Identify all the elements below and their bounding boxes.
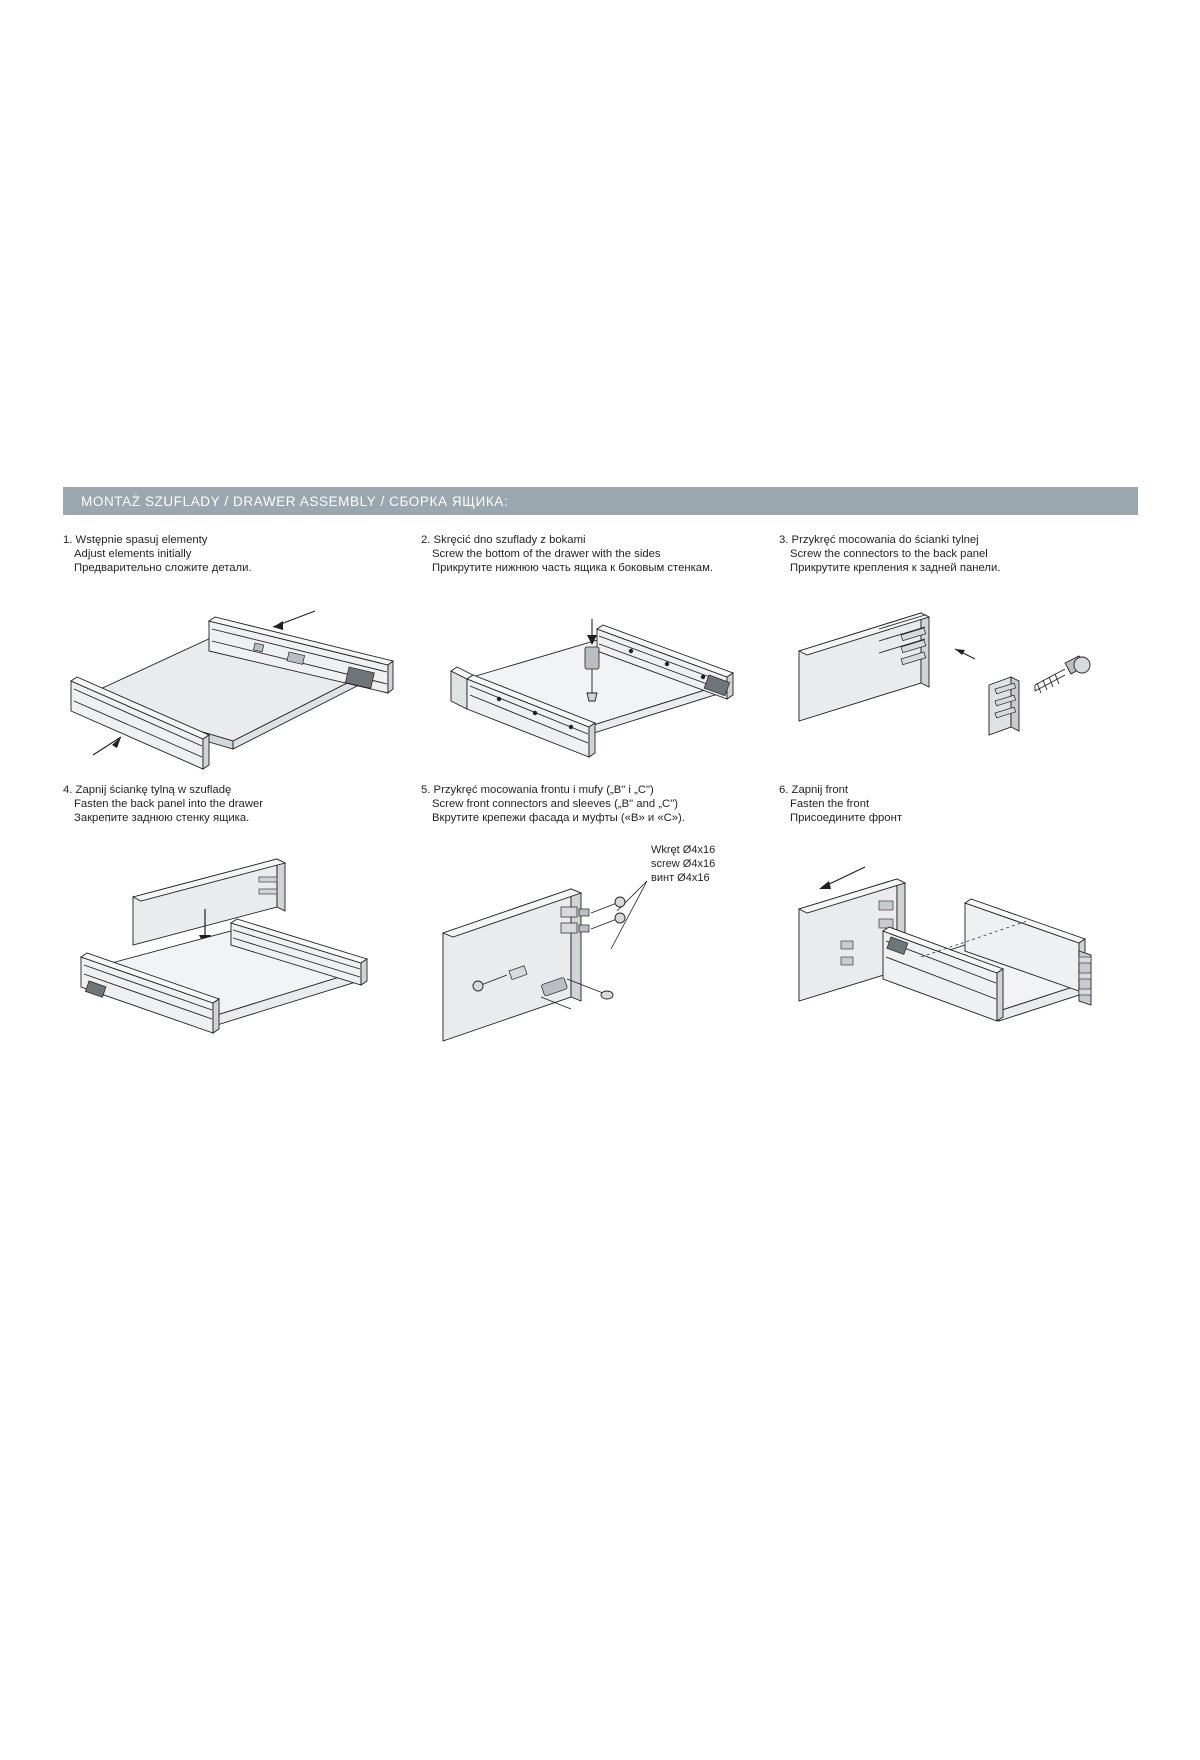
step-6-text-pl: 6. Zapnij front [779,784,849,796]
front-panel [443,889,581,1041]
screw-icon [1035,656,1090,693]
fixing-bracket [989,677,1019,735]
step-3-text-en: Screw the connectors to the back panel [790,548,988,561]
step-1-caption [63,533,421,576]
step-3-text-ru: Прикрутите крепления к задней панели. [790,562,1001,575]
steps-row-1 [63,533,1138,783]
step-1 [63,533,421,783]
step-2-text-en: Screw the bottom of the drawer with the sides [432,548,661,561]
step-5-caption [421,783,779,826]
drawer-assembly [883,899,1091,1021]
section-header-bar [63,487,1138,515]
assembly-arrow-icon [955,649,975,659]
assembly-steps [63,533,1138,1053]
step-2-text-pl: 2. Skręcić dno szuflady z bokami [421,534,586,546]
step-3 [779,533,1137,783]
step-1-text-en: Adjust elements initially [74,548,192,561]
step-4 [63,783,421,1053]
step-4-text-pl: 4. Zapnij ściankę tylną w szufladę [63,784,232,796]
page-title: MONTAŻ SZUFLADY / DRAWER ASSEMBLY / СБОРКА ЯЩИКА: [81,493,509,509]
step-6-caption [779,783,1137,826]
step-1-text-pl: 1. Wstępnie spasuj elementy [63,534,208,546]
step-5-figure [421,845,779,1035]
step-2-caption [421,533,779,576]
step-6-figure [779,845,1137,1035]
step-5-text-en: Screw front connectors and sleeves („B" and „C") [432,798,678,811]
step-5-text-ru: Вкрутите крепежи фасада и муфты («B» и «C»). [432,812,685,825]
step-5-text-pl: 5. Przykręć mocowania frontu i mufy („B" i „C") [421,784,654,796]
step-4-caption [63,783,421,826]
screw-annotation-pl: Wkręt Ø4x16 [651,844,716,856]
step-4-text-en: Fasten the back panel into the drawer [74,798,264,811]
step-6 [779,783,1137,1053]
step-1-text-ru: Предварительно сложите детали. [74,562,252,575]
back-panel [799,613,929,721]
screw-annotation-en: screw Ø4x16 [651,858,716,870]
step-3-figure [779,589,1137,779]
drawer-body [81,919,367,1033]
step-6-text-ru: Присоедините фронт [790,812,902,825]
step-4-text-ru: Закрепите заднюю стенку ящика. [74,812,250,825]
steps-row-2 [63,783,1138,1053]
step-3-caption [779,533,1137,576]
screw-annotation-ru: винт Ø4x16 [651,872,710,884]
step-5 [421,783,779,1053]
step-2 [421,533,779,783]
step-4-figure [63,845,421,1035]
step-2-figure [421,589,779,779]
step-1-figure [63,589,421,779]
step-6-text-en: Fasten the front [790,798,870,811]
step-2-text-ru: Прикрутите нижнюю часть ящика к боковым стенкам. [432,562,713,575]
step-3-text-pl: 3. Przykręć mocowania do ścianki tylnej [779,534,979,546]
assembly-arrow-icon [819,867,865,889]
